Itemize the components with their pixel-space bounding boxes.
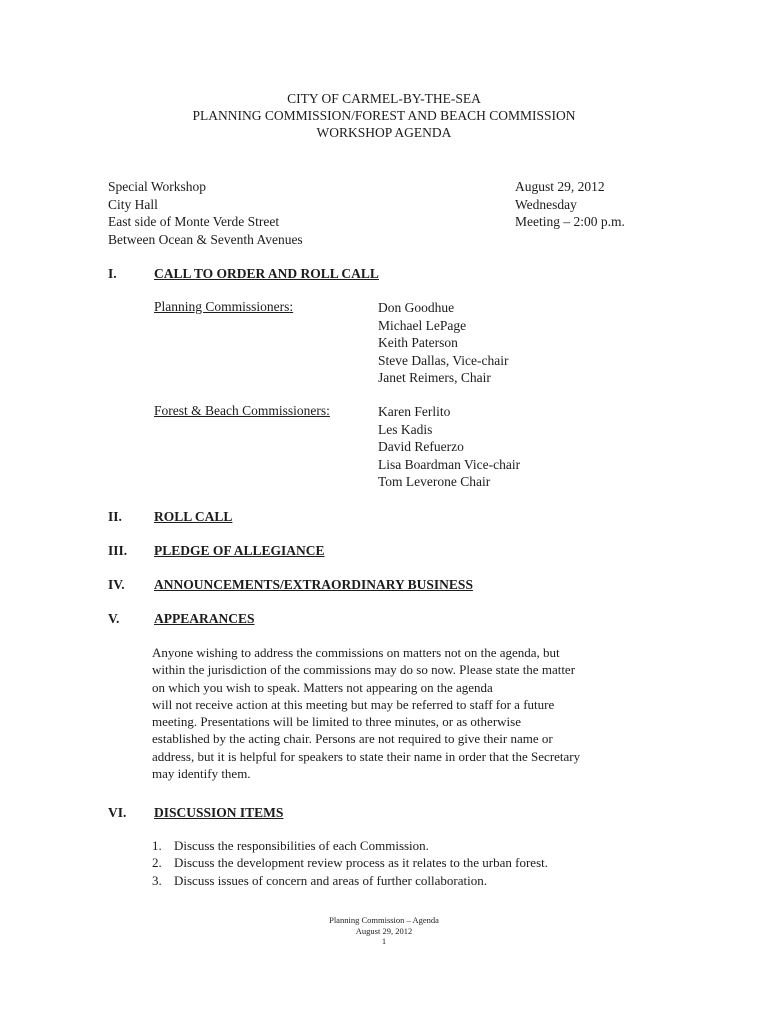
section-number: VI. [108, 805, 127, 820]
meeting-day: Wednesday [515, 196, 577, 212]
meeting-location-line: East side of Monte Verde Street [108, 214, 280, 229]
paragraph-line: meeting. Presentations will be limited to three minutes, or as otherwise [152, 714, 521, 730]
commissioner-name: Michael LePage [378, 317, 467, 333]
commissioner-name: Tom Leverone Chair [378, 474, 491, 489]
paragraph-line: established by the acting chair. Persons are not required to give their name or [152, 731, 553, 747]
section-number: I. [108, 266, 117, 281]
section-number: V. [108, 611, 120, 626]
paragraph-line: may identify them. [152, 766, 251, 782]
item-text: Discuss the development review process as it relates to the urban forest. [174, 855, 548, 871]
commissioner-name: Lisa Boardman Vice-chair [378, 456, 521, 472]
paragraph-line: Anyone wishing to address the commissions on matters not on the agenda, but [152, 645, 560, 660]
footer-title: Planning Commission – Agenda [329, 915, 439, 925]
item-number: 1. [152, 838, 162, 853]
meeting-location-line: City Hall [108, 196, 158, 212]
footer-date: August 29, 2012 [355, 925, 413, 936]
planning-commissioners-label [154, 299, 293, 315]
appearances-paragraph [152, 644, 632, 782]
list-item [152, 837, 548, 854]
paragraph-line: address, but it is helpful for speakers to state their name in order that the Secretary [152, 748, 581, 764]
section-title: PLEDGE OF ALLEGIANCE [154, 543, 325, 558]
forest-beach-commissioners-label [154, 403, 330, 419]
discussion-items-list [152, 837, 548, 889]
item-text: Discuss issues of concern and areas of further collaboration. [174, 872, 487, 888]
section-title: CALL TO ORDER AND ROLL CALL [154, 266, 379, 281]
item-number: 2. [152, 855, 162, 871]
list-item [152, 872, 548, 889]
section-number: IV. [108, 577, 125, 592]
section-title: DISCUSSION ITEMS [154, 805, 284, 820]
planning-commissioners-list [378, 299, 509, 387]
section-number: II. [108, 509, 122, 524]
meeting-location [108, 178, 303, 248]
document-header [0, 90, 768, 141]
section-title: ANNOUNCEMENTS/EXTRAORDINARY BUSINESS [154, 577, 473, 592]
commissioner-name: Les Kadis [378, 421, 433, 437]
commissioner-name: Keith Paterson [378, 335, 458, 350]
commissioner-name: Karen Ferlito [378, 404, 451, 419]
section-number: III. [108, 543, 128, 558]
meeting-time: Meeting – 2:00 p.m. [515, 214, 625, 229]
page-number: 1 [381, 936, 387, 946]
commissioner-name: David Refuerzo [378, 439, 464, 454]
meeting-location-line: Between Ocean & Seventh Avenues [108, 231, 303, 247]
commissioner-name: Steve Dallas, Vice-chair [378, 352, 509, 368]
forest-beach-commissioners-list [378, 403, 520, 491]
commissioner-name: Janet Reimers, Chair [378, 370, 491, 385]
planning-label-colon: : [289, 299, 294, 314]
commissioner-name: Don Goodhue [378, 300, 455, 315]
page-footer [0, 915, 768, 947]
item-number: 3. [152, 872, 162, 888]
paragraph-line: will not receive action at this meeting but may be referred to staff for a future [152, 696, 555, 712]
header-city: CITY OF CARMEL-BY-THE-SEA [287, 91, 481, 106]
planning-label-text: Planning Commissioners [154, 299, 290, 314]
header-commissions: PLANNING COMMISSION/FOREST AND BEACH COMMISSION [192, 108, 576, 123]
meeting-date: August 29, 2012 [515, 179, 605, 194]
header-agenda-type: WORKSHOP AGENDA [316, 125, 452, 140]
section-title: APPEARANCES [154, 611, 255, 626]
section-title: ROLL CALL [154, 509, 233, 524]
forest-label-colon: : [326, 403, 330, 418]
meeting-datetime [515, 178, 625, 231]
item-text: Discuss the responsibilities of each Commission. [174, 838, 429, 853]
paragraph-line: on which you wish to speak. Matters not appearing on the agenda [152, 679, 493, 695]
list-item [152, 854, 548, 871]
meeting-location-line: Special Workshop [108, 179, 207, 194]
paragraph-line: within the jurisdiction of the commissions may do so now. Please state the matter [152, 662, 576, 678]
forest-label-text: Forest & Beach Commissioners [154, 403, 327, 418]
